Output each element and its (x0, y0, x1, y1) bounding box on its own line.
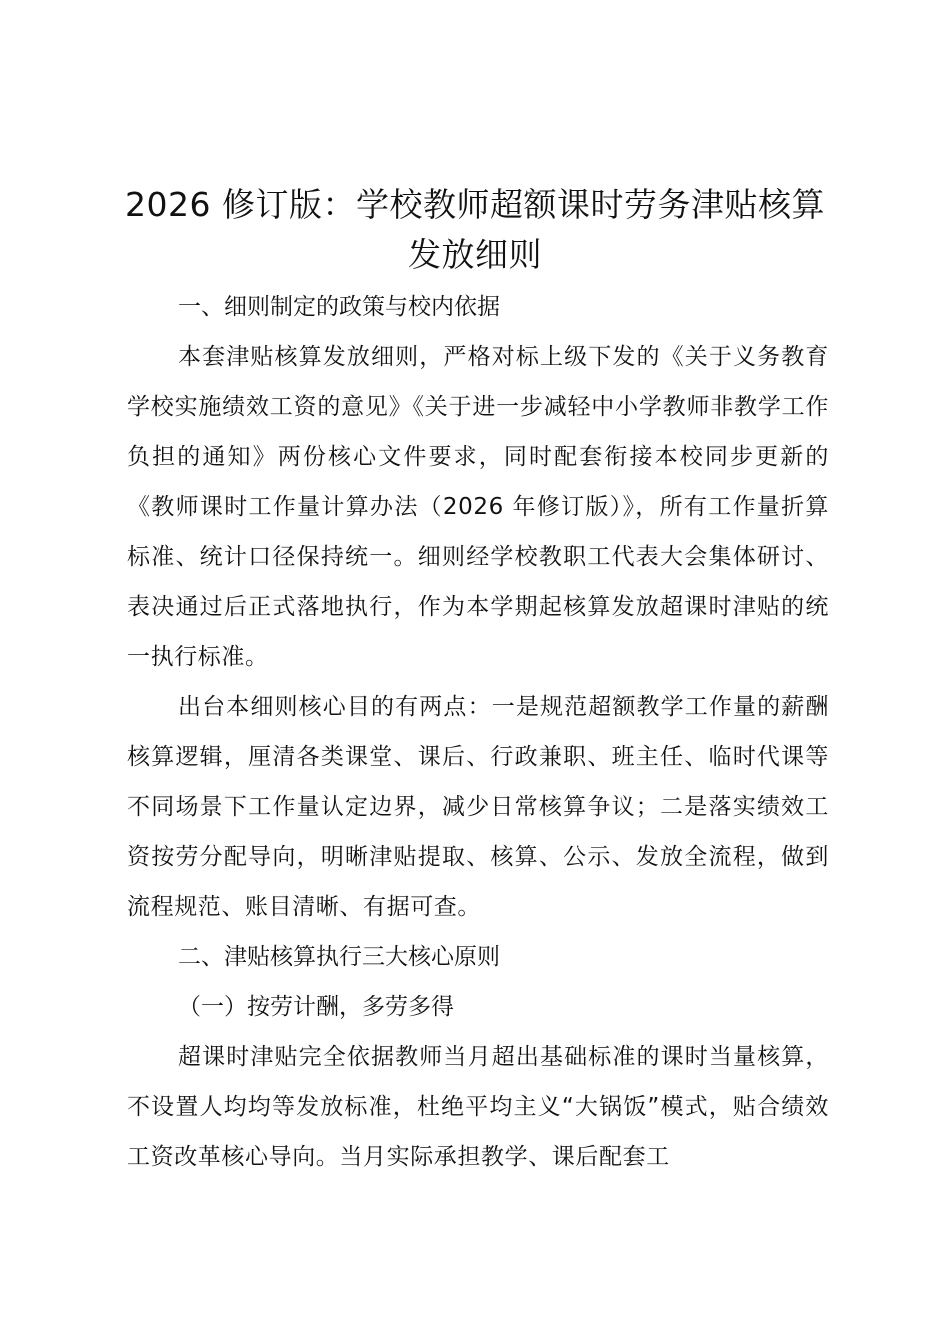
section-1-heading: 一、细则制定的政策与校内依据 (178, 294, 500, 320)
section-2-paragraph-1: 超课时津贴完全依据教师当月超出基础标准的课时当量核算，不设置人均均等发放标准，杜绝平均主义“大锅饭”模式，贴合绩效工资改革核心导向。当月实际承担教学、课后配套工 (127, 1044, 829, 1170)
section-1-paragraph-2: 出台本细则核心目的有两点：一是规范超额教学工作量的薪酬核算逻辑，厘清各类课堂、课后、行政兼职、班主任、临时代课等不同场景下工作量认定边界，减少日常核算争议；二是落实绩效工资按劳分配导向，明晰津贴提取、核算、公示、发放全流程，做到流程规范、账目清晰、有据可查。 (127, 694, 829, 920)
section-1-paragraph-1: 本套津贴核算发放细则，严格对标上级下发的《关于义务教育学校实施绩效工资的意见》《关于进一步减轻中小学教师非教学工作负担的通知》两份核心文件要求，同时配套衔接本校同步更新的《教师课时工作量计算办法（2026 年修订版）》，所有工作量折算标准、统计口径保持统一。细则经学校教职工代表大会集体研讨、表决通过后正式落地执行，作为本学期起核算发放超课时津贴的统一执行标准。 (127, 344, 829, 670)
section-2-heading: 二、津贴核算执行三大核心原则 (178, 944, 500, 970)
document-body (127, 282, 829, 1182)
document-title: 2026 修订版：学校教师超额课时劳务津贴核算发放细则 (125, 185, 825, 274)
section-2-subheading-1: （一）按劳计酬，多劳多得 (178, 994, 454, 1020)
